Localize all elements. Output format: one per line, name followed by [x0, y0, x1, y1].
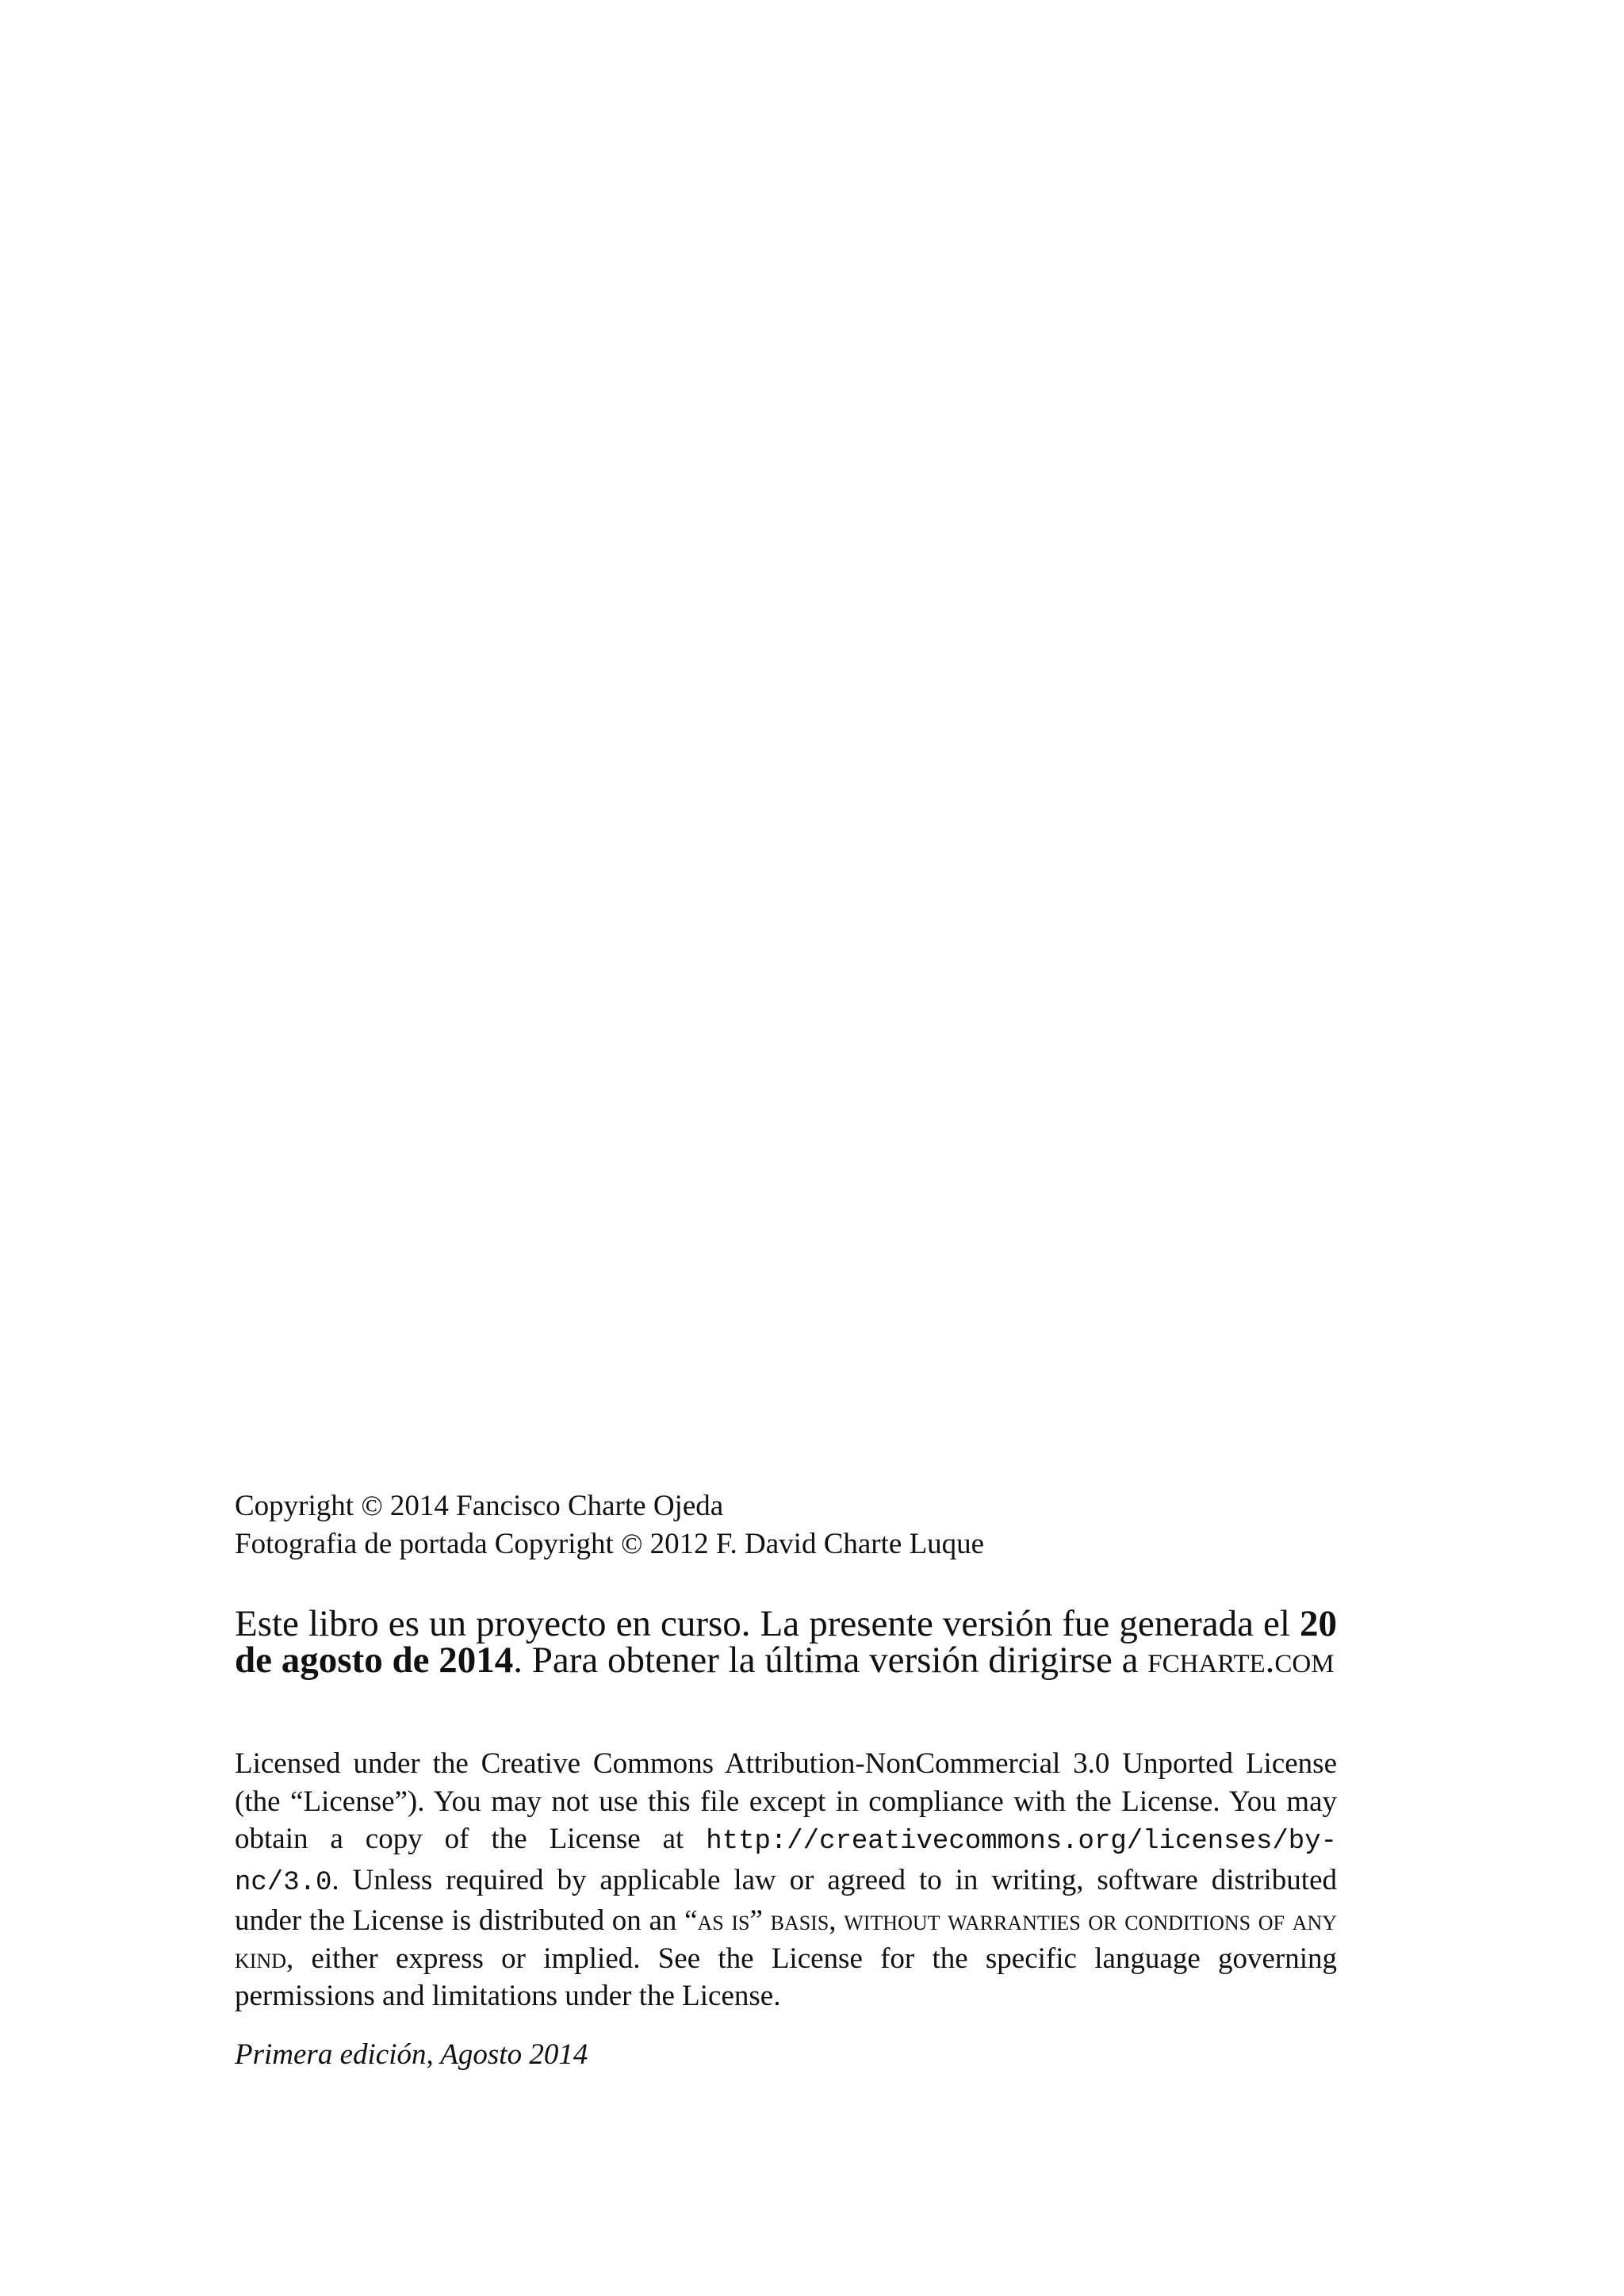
copyright-symbol-icon: © [361, 1490, 383, 1521]
license-paragraph [235, 1745, 1337, 2015]
copyright-line-author [235, 1487, 1337, 1525]
notice-text-before: Este libro es un proyecto en curso. La presente versión fue generada el [235, 1603, 1290, 1644]
notice-text-after: . Para obtener la última versión dirigirse a [513, 1640, 1139, 1681]
cover-photo-holder: 2012 F. David Charte Luque [649, 1528, 985, 1560]
license-text-3: , either express or implied. See the License for the specific language governing permissions and limitations under the License. [235, 1942, 1337, 2012]
copyright-line-cover-photo [235, 1525, 1337, 1563]
generation-date: 20 de agosto de 2014 [235, 1603, 1337, 1681]
copyright-holder: 2014 Fancisco Charte Ojeda [389, 1490, 724, 1522]
work-in-progress-notice [235, 1603, 1337, 1681]
copyright-label: Copyright [235, 1490, 354, 1522]
license-as-is-clause: “as is” basis, without warranties or conditions of any kind [235, 1904, 1337, 1975]
license-text-1: Licensed under the Creative Commons Attribution-NonCommercial 3.0 Unported License (the “License”). You may not use this file except in compliance with the License. You may obtain a copy of the License at [235, 1747, 1337, 1855]
edition-line: Primera edición, Agosto 2014 [235, 2038, 588, 2071]
license-url-link[interactable]: http://creativecommons.org/licenses/by-nc/3.0 [235, 1827, 1337, 1898]
cover-photo-label: Fotografia de portada Copyright [235, 1528, 614, 1560]
copyright-symbol-icon: © [621, 1528, 643, 1559]
license-text-2: . Unless required by applicable law or agreed to in writing, software distributed under the License is distributed on an [235, 1863, 1337, 1937]
site-link[interactable]: fcharte.com [1147, 1640, 1335, 1681]
